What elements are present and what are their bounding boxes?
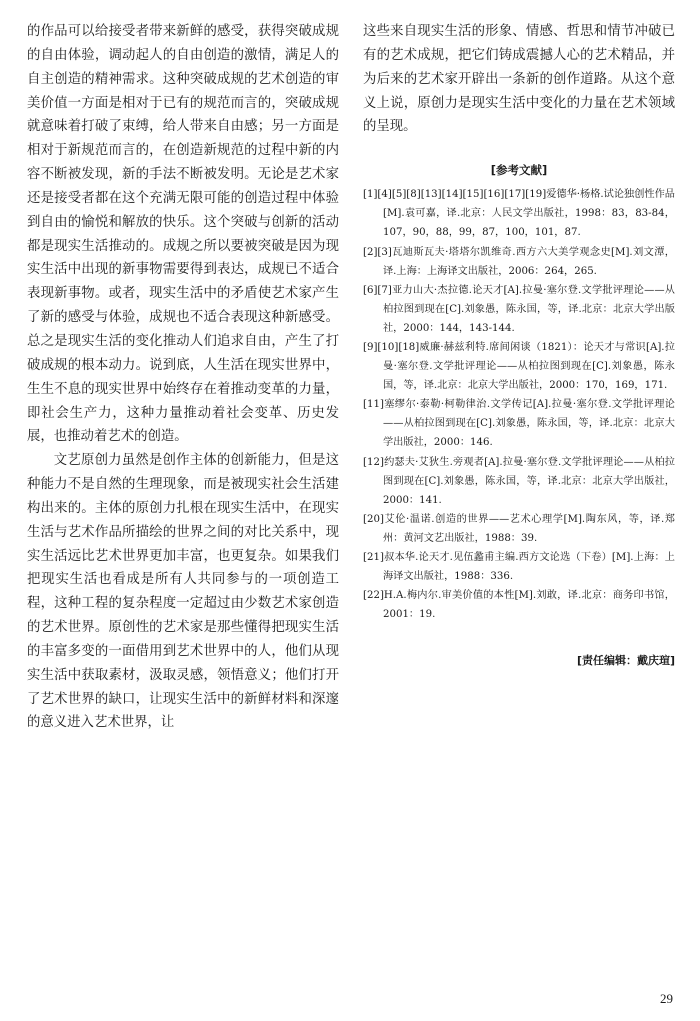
- reference-item: [2][3]瓦迪斯瓦夫·塔塔尔凯维奇.西方六大美学观念史[M].刘文潭，译.上海：上海译文出版社，2006：264，265.: [363, 246, 675, 277]
- reference-item: [12]约瑟夫·艾狄生.旁观者[A].拉曼·塞尔登.文学批评理论——从柏拉图到现在[C].刘象愚，陈永国，等，译.北京：北京大学出版社，2000：141.: [363, 456, 675, 506]
- reference-item: [20]艾伦·温诺.创造的世界——艺术心理学[M].陶东风，等，译.郑州：黄河文艺出版社，1988：39.: [363, 513, 675, 544]
- reference-item: [6][7]亚力山大·杰拉德.论天才[A].拉曼·塞尔登.文学批评理论——从柏拉图到现在[C].刘象愚，陈永国，等，译.北京：北京大学出版社，2000：144，143-144.: [363, 284, 675, 334]
- reference-item: [1][4][5][8][13][14][15][16][17][19]爱德华·杨格.试论独创性作品[M].袁可嘉，译.北京：人民文学出版社，1998：83，83-84，107，90，88，99，87，100，101，87.: [363, 189, 675, 239]
- reference-item: [22]H.A.梅内尔.审美价值的本性[M].刘敢，译.北京：商务印书馆，2001：19.: [363, 590, 675, 621]
- responsible-editor: [责任编辑：戴庆瑄]: [576, 654, 675, 668]
- body-paragraph: 这些来自现实生活的形象、情感、哲思和情节冲破已有的艺术成规，把它们铸成震撼人心的艺术精品，并为后来的艺术家开辟出一条新的创作道路。从这个意义上说，原创力是现实生活中变化的力量在艺术领域的呈现。: [363, 24, 675, 135]
- right-column: [363, 20, 675, 668]
- reference-item: [21]叔本华.论天才.见伍蠡甫主编.西方文论选（下卷）[M].上海：上海译文出版社，1988：336.: [363, 552, 675, 583]
- references-list: [363, 185, 675, 624]
- body-paragraph: 的作品可以给接受者带来新鲜的感受，获得突破成规的自由体验，调动起人的自由创造的激情，满足人的自主创造的精神需求。这种突破成规的艺术创造的审美价值一方面是相对于已有的规范而言的，突破成规就意味着打破了束缚，给人带来自由感；另一方面是相对于新规范而言的，在创造新规范的过程中新的内容不断被发现，新的手法不断被发明。无论是艺术家还是接受者都在这个充满无限可能的创造过程中体验到自由的愉悦和解放的快乐。这个突破与创新的活动都是现实生活推动的。成规之所以要被突破是因为现实生活中出现的新事物需要得到表达，成规已不适合表现新事物。或者，现实生活中的矛盾使艺术家产生了新的感受与体验，成规也不适合表现这种新感受。总之是现实生活的变化推动人们追求自由，产生了打破成规的根本动力。说到底，人生活在现实世界中，生生不息的现实世界中始终存在着推动变革的力量，即社会生产力，这种力量推动着社会变革、历史发展，也推动着艺术的创造。: [27, 24, 339, 445]
- left-column: [27, 20, 339, 735]
- body-paragraph: 文艺原创力虽然是创作主体的创新能力，但是这种能力不是自然的生理现象，而是被现实社会生活建构出来的。主体的原创力扎根在现实生活中，在现实生活与艺术作品所描绘的世界之间的对比关系中，现实生活远比艺术世界更加丰富，也更复杂。如果我们把现实生活也看成是所有人共同参与的一项创造工程，这种工程的复杂程度一定超过由少数艺术家创造的艺术世界。原创性的艺术家是那些懂得把现实生活的丰富多变的一面借用到艺术世界中的人，他们从现实生活中获取素材，汲取灵感，领悟意义；他们打开了艺术世界的缺口，让现实生活中的新鲜材料和深邃的意义进入艺术世界，让: [27, 453, 339, 731]
- page-number: 29: [660, 991, 673, 1006]
- references-heading: [参考文献]: [490, 163, 548, 178]
- reference-item: [11]塞缪尔·泰勒·柯勒律治.文学传记[A].拉曼·塞尔登.文学批评理论——从柏拉图到现在[C].刘象愚，陈永国，等，译.北京：北京大学出版社，2000：146.: [363, 399, 675, 449]
- reference-item: [9][10][18]威廉·赫兹利特.席间闲谈（1821）：论天才与常识[A].拉曼·塞尔登.文学批评理论——从柏拉图到现在[C].刘象愚，陈永国，等，译.北京：北京大学出版社，2000：170，169，171.: [363, 341, 675, 392]
